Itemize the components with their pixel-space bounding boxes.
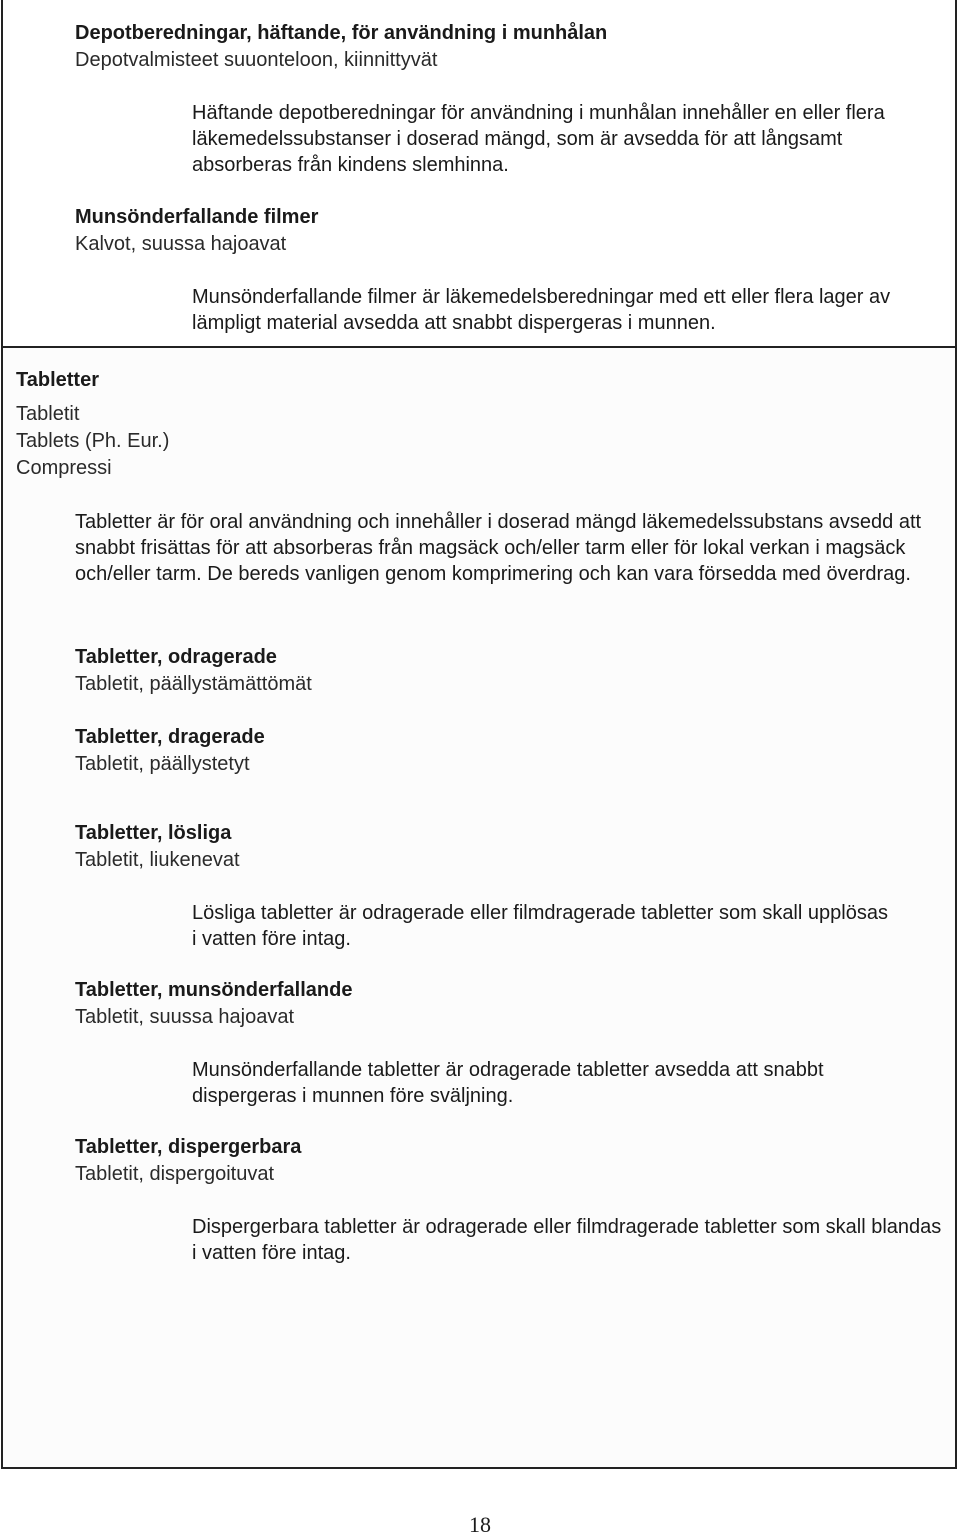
section-description-films: Munsönderfallande filmer är läkemedelsberedningar med ett eller flera lager av lämpligt material avsedda att snabbt dispergeras i munnen.	[192, 286, 891, 334]
section-description-dispersible: Dispergerbara tabletter är odragerade eller filmdragerade tabletter som skall blandas i vatten före intag.	[192, 1216, 942, 1264]
section-title-tablets: Tabletter	[16, 369, 99, 391]
section-subtitle-tablets-en: Tablets (Ph. Eur.)	[16, 430, 170, 452]
section-subtitle-orodispersible: Tabletit, suussa hajoavat	[75, 1006, 295, 1028]
page-number: 18	[469, 1512, 491, 1537]
section-subtitle-dispersible: Tabletit, dispergoituvat	[75, 1163, 275, 1185]
section-subtitle-tablets-la: Compressi	[16, 457, 112, 479]
section-description-orodispersible: Munsönderfallande tabletter är odragerade tabletter avsedda att snabbt dispergeras i munnen före sväljning.	[192, 1059, 824, 1107]
section-title-soluble: Tabletter, lösliga	[75, 822, 232, 844]
section-title-dispersible: Tabletter, dispergerbara	[75, 1136, 302, 1158]
section-description-depot: Häftande depotberedningar för användning i munhålan innehåller en eller flera läkemedelssubstanser i doserad mängd, som är avsedda för att långsamt absorberas från kindens slemhinna.	[192, 102, 885, 176]
section-description-tablets: Tabletter är för oral användning och innehåller i doserad mängd läkemedelssubstans avsedd att snabbt frisättas för att absorberas från magsäck och/eller tarm eller för lokal verkan i magsäck och/eller tarm. De bereds vanligen genom komprimering och kan vara försedda med överdrag.	[75, 511, 922, 585]
section-subtitle-depot: Depotvalmisteet suuonteloon, kiinnittyvät	[75, 49, 438, 71]
section-subtitle-coated: Tabletit, päällystetyt	[75, 753, 250, 775]
section-subtitle-films: Kalvot, suussa hajoavat	[75, 233, 287, 255]
section-title-coated: Tabletter, dragerade	[75, 726, 265, 748]
section-subtitle-soluble: Tabletit, liukenevat	[75, 849, 240, 871]
section-description-soluble: Lösliga tabletter är odragerade eller filmdragerade tabletter som skall upplösas i vatten före intag.	[192, 902, 888, 950]
section-title-depot: Depotberedningar, häftande, för användning i munhålan	[75, 22, 608, 44]
section-title-films: Munsönderfallande filmer	[75, 206, 319, 228]
section-title-uncoated: Tabletter, odragerade	[75, 646, 277, 668]
section-title-orodispersible: Tabletter, munsönderfallande	[75, 979, 353, 1001]
section-subtitle-uncoated: Tabletit, päällystämättömät	[75, 673, 312, 695]
section-subtitle-tablets-fi: Tabletit	[16, 403, 80, 425]
